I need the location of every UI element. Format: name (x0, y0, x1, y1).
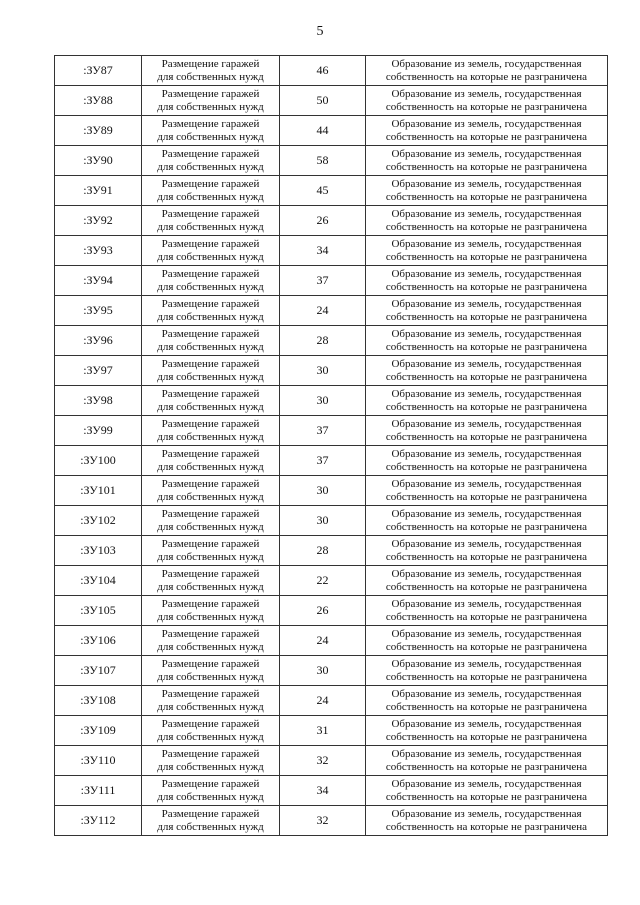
formation-method-line-1: Образование из земель, государственная (391, 57, 582, 70)
formation-method-line-1: Образование из земель, государственная (391, 387, 582, 400)
permitted-use-line-1: Размещение гаражей (161, 387, 260, 400)
area-cell: 58 (280, 146, 366, 176)
permitted-use-line-2: для собственных нужд (157, 640, 264, 653)
formation-method-line-1: Образование из земель, государственная (391, 237, 582, 250)
plot-id-cell: :ЗУ89 (55, 116, 142, 146)
area-cell: 30 (280, 386, 366, 416)
formation-method-line-1: Образование из земель, государственная (391, 327, 582, 340)
formation-method-line-1: Образование из земель, государственная (391, 537, 582, 550)
formation-method-cell (366, 176, 608, 206)
formation-method-line-2: собственность на которые не разграничена (385, 430, 588, 443)
permitted-use-line-1: Размещение гаражей (161, 717, 260, 730)
formation-method-cell (366, 56, 608, 86)
permitted-use-line-2: для собственных нужд (157, 580, 264, 593)
permitted-use-cell (142, 686, 280, 716)
formation-method-line-2: собственность на которые не разграничена (385, 760, 588, 773)
formation-method-cell (366, 746, 608, 776)
permitted-use-line-1: Размещение гаражей (161, 447, 260, 460)
formation-method-line-2: собственность на которые не разграничена (385, 550, 588, 563)
formation-method-line-2: собственность на которые не разграничена (385, 310, 588, 323)
permitted-use-cell (142, 626, 280, 656)
table-row (55, 566, 608, 596)
table-row (55, 536, 608, 566)
table-row (55, 266, 608, 296)
table-row (55, 356, 608, 386)
permitted-use-cell (142, 716, 280, 746)
permitted-use-line-1: Размещение гаражей (161, 297, 260, 310)
table-row (55, 596, 608, 626)
plot-id-cell: :ЗУ90 (55, 146, 142, 176)
formation-method-line-2: собственность на которые не разграничена (385, 700, 588, 713)
formation-method-cell (366, 206, 608, 236)
plot-id-cell: :ЗУ104 (55, 566, 142, 596)
permitted-use-line-2: для собственных нужд (157, 670, 264, 683)
permitted-use-cell (142, 176, 280, 206)
formation-method-line-1: Образование из земель, государственная (391, 657, 582, 670)
table-row (55, 56, 608, 86)
plot-id-cell: :ЗУ105 (55, 596, 142, 626)
permitted-use-line-2: для собственных нужд (157, 610, 264, 623)
formation-method-line-1: Образование из земель, государственная (391, 147, 582, 160)
area-cell: 46 (280, 56, 366, 86)
formation-method-cell (366, 716, 608, 746)
formation-method-cell (366, 296, 608, 326)
land-plot-table (54, 55, 608, 836)
permitted-use-line-1: Размещение гаражей (161, 627, 260, 640)
formation-method-line-2: собственность на которые не разграничена (385, 820, 588, 833)
formation-method-cell (366, 236, 608, 266)
formation-method-line-1: Образование из земель, государственная (391, 777, 582, 790)
area-cell: 50 (280, 86, 366, 116)
permitted-use-cell (142, 356, 280, 386)
table-row (55, 296, 608, 326)
permitted-use-line-1: Размещение гаражей (161, 777, 260, 790)
permitted-use-line-2: для собственных нужд (157, 370, 264, 383)
area-cell: 30 (280, 356, 366, 386)
permitted-use-line-1: Размещение гаражей (161, 57, 260, 70)
permitted-use-cell (142, 536, 280, 566)
permitted-use-line-1: Размещение гаражей (161, 807, 260, 820)
formation-method-cell (366, 356, 608, 386)
formation-method-line-2: собственность на которые не разграничена (385, 670, 588, 683)
permitted-use-line-2: для собственных нужд (157, 130, 264, 143)
permitted-use-cell (142, 236, 280, 266)
plot-id-cell: :ЗУ92 (55, 206, 142, 236)
area-cell: 44 (280, 116, 366, 146)
area-cell: 26 (280, 596, 366, 626)
plot-id-cell: :ЗУ88 (55, 86, 142, 116)
permitted-use-line-2: для собственных нужд (157, 790, 264, 803)
permitted-use-line-2: для собственных нужд (157, 250, 264, 263)
formation-method-line-1: Образование из земель, государственная (391, 687, 582, 700)
formation-method-line-2: собственность на которые не разграничена (385, 70, 588, 83)
plot-id-cell: :ЗУ95 (55, 296, 142, 326)
table-row (55, 716, 608, 746)
plot-id-cell: :ЗУ102 (55, 506, 142, 536)
permitted-use-cell (142, 746, 280, 776)
area-cell: 37 (280, 446, 366, 476)
table-body (55, 56, 608, 836)
permitted-use-line-1: Размещение гаражей (161, 747, 260, 760)
formation-method-line-2: собственность на которые не разграничена (385, 520, 588, 533)
table-row (55, 116, 608, 146)
formation-method-cell (366, 476, 608, 506)
formation-method-line-2: собственность на которые не разграничена (385, 610, 588, 623)
table-row (55, 626, 608, 656)
permitted-use-line-2: для собственных нужд (157, 730, 264, 743)
permitted-use-cell (142, 656, 280, 686)
formation-method-line-2: собственность на которые не разграничена (385, 460, 588, 473)
permitted-use-line-2: для собственных нужд (157, 490, 264, 503)
formation-method-cell (366, 116, 608, 146)
permitted-use-line-2: для собственных нужд (157, 460, 264, 473)
area-cell: 32 (280, 806, 366, 836)
formation-method-cell (366, 386, 608, 416)
formation-method-cell (366, 806, 608, 836)
formation-method-line-1: Образование из земель, государственная (391, 207, 582, 220)
permitted-use-line-1: Размещение гаражей (161, 507, 260, 520)
formation-method-line-2: собственность на которые не разграничена (385, 250, 588, 263)
permitted-use-line-1: Размещение гаражей (161, 477, 260, 490)
formation-method-line-2: собственность на которые не разграничена (385, 160, 588, 173)
permitted-use-line-2: для собственных нужд (157, 430, 264, 443)
formation-method-line-1: Образование из земель, государственная (391, 267, 582, 280)
formation-method-cell (366, 416, 608, 446)
permitted-use-line-1: Размещение гаражей (161, 537, 260, 550)
area-cell: 30 (280, 476, 366, 506)
table-row (55, 386, 608, 416)
formation-method-cell (366, 656, 608, 686)
permitted-use-line-1: Размещение гаражей (161, 327, 260, 340)
formation-method-line-1: Образование из земель, государственная (391, 717, 582, 730)
formation-method-line-1: Образование из земель, государственная (391, 357, 582, 370)
formation-method-cell (366, 146, 608, 176)
formation-method-line-1: Образование из земель, государственная (391, 177, 582, 190)
formation-method-line-2: собственность на которые не разграничена (385, 370, 588, 383)
permitted-use-line-2: для собственных нужд (157, 520, 264, 533)
permitted-use-cell (142, 476, 280, 506)
area-cell: 30 (280, 656, 366, 686)
formation-method-cell (366, 326, 608, 356)
formation-method-line-1: Образование из земель, государственная (391, 297, 582, 310)
formation-method-line-2: собственность на которые не разграничена (385, 580, 588, 593)
formation-method-cell (366, 86, 608, 116)
table-row (55, 416, 608, 446)
area-cell: 31 (280, 716, 366, 746)
permitted-use-line-1: Размещение гаражей (161, 687, 260, 700)
area-cell: 32 (280, 746, 366, 776)
formation-method-line-2: собственность на которые не разграничена (385, 130, 588, 143)
plot-id-cell: :ЗУ98 (55, 386, 142, 416)
formation-method-cell (366, 266, 608, 296)
plot-id-cell: :ЗУ91 (55, 176, 142, 206)
permitted-use-cell (142, 206, 280, 236)
permitted-use-line-1: Размещение гаражей (161, 177, 260, 190)
permitted-use-line-2: для собственных нужд (157, 820, 264, 833)
plot-id-cell: :ЗУ109 (55, 716, 142, 746)
permitted-use-cell (142, 266, 280, 296)
permitted-use-cell (142, 446, 280, 476)
formation-method-cell (366, 446, 608, 476)
plot-id-cell: :ЗУ107 (55, 656, 142, 686)
permitted-use-cell (142, 416, 280, 446)
plot-id-cell: :ЗУ93 (55, 236, 142, 266)
area-cell: 34 (280, 776, 366, 806)
formation-method-cell (366, 776, 608, 806)
permitted-use-cell (142, 56, 280, 86)
formation-method-line-1: Образование из земель, государственная (391, 807, 582, 820)
area-cell: 28 (280, 536, 366, 566)
formation-method-line-2: собственность на которые не разграничена (385, 100, 588, 113)
permitted-use-line-2: для собственных нужд (157, 220, 264, 233)
table-row (55, 746, 608, 776)
permitted-use-line-2: для собственных нужд (157, 760, 264, 773)
permitted-use-line-2: для собственных нужд (157, 700, 264, 713)
formation-method-line-1: Образование из земель, государственная (391, 567, 582, 580)
permitted-use-line-1: Размещение гаражей (161, 117, 260, 130)
table-row (55, 176, 608, 206)
permitted-use-cell (142, 776, 280, 806)
permitted-use-cell (142, 566, 280, 596)
area-cell: 30 (280, 506, 366, 536)
formation-method-line-2: собственность на которые не разграничена (385, 220, 588, 233)
table-row (55, 236, 608, 266)
permitted-use-line-1: Размещение гаражей (161, 147, 260, 160)
formation-method-line-1: Образование из земель, государственная (391, 507, 582, 520)
table-row (55, 86, 608, 116)
permitted-use-line-1: Размещение гаражей (161, 657, 260, 670)
permitted-use-cell (142, 86, 280, 116)
area-cell: 22 (280, 566, 366, 596)
area-cell: 45 (280, 176, 366, 206)
formation-method-line-2: собственность на которые не разграничена (385, 640, 588, 653)
plot-id-cell: :ЗУ106 (55, 626, 142, 656)
table-row (55, 446, 608, 476)
plot-id-cell: :ЗУ103 (55, 536, 142, 566)
plot-id-cell: :ЗУ112 (55, 806, 142, 836)
permitted-use-cell (142, 806, 280, 836)
permitted-use-cell (142, 326, 280, 356)
formation-method-line-1: Образование из земель, государственная (391, 477, 582, 490)
formation-method-cell (366, 536, 608, 566)
formation-method-line-1: Образование из земель, государственная (391, 117, 582, 130)
formation-method-line-1: Образование из земель, государственная (391, 747, 582, 760)
permitted-use-line-1: Размещение гаражей (161, 597, 260, 610)
formation-method-line-1: Образование из земель, государственная (391, 627, 582, 640)
area-cell: 26 (280, 206, 366, 236)
permitted-use-cell (142, 596, 280, 626)
formation-method-line-2: собственность на которые не разграничена (385, 790, 588, 803)
plot-id-cell: :ЗУ87 (55, 56, 142, 86)
table-row (55, 656, 608, 686)
area-cell: 28 (280, 326, 366, 356)
plot-id-cell: :ЗУ100 (55, 446, 142, 476)
permitted-use-line-1: Размещение гаражей (161, 207, 260, 220)
formation-method-cell (366, 596, 608, 626)
table-row (55, 206, 608, 236)
formation-method-line-1: Образование из земель, государственная (391, 447, 582, 460)
table-row (55, 776, 608, 806)
table-row (55, 326, 608, 356)
permitted-use-line-2: для собственных нужд (157, 70, 264, 83)
plot-id-cell: :ЗУ110 (55, 746, 142, 776)
permitted-use-line-1: Размещение гаражей (161, 267, 260, 280)
permitted-use-line-2: для собственных нужд (157, 160, 264, 173)
formation-method-cell (366, 506, 608, 536)
permitted-use-line-1: Размещение гаражей (161, 87, 260, 100)
formation-method-line-1: Образование из земель, государственная (391, 87, 582, 100)
formation-method-cell (366, 626, 608, 656)
page-number: 5 (316, 24, 324, 39)
plot-id-cell: :ЗУ101 (55, 476, 142, 506)
area-cell: 24 (280, 296, 366, 326)
formation-method-line-2: собственность на которые не разграничена (385, 730, 588, 743)
permitted-use-cell (142, 506, 280, 536)
area-cell: 37 (280, 416, 366, 446)
table-row (55, 506, 608, 536)
permitted-use-line-2: для собственных нужд (157, 340, 264, 353)
formation-method-line-1: Образование из земель, государственная (391, 417, 582, 430)
formation-method-line-2: собственность на которые не разграничена (385, 490, 588, 503)
table-row (55, 806, 608, 836)
permitted-use-cell (142, 116, 280, 146)
permitted-use-line-1: Размещение гаражей (161, 237, 260, 250)
formation-method-line-2: собственность на которые не разграничена (385, 280, 588, 293)
table-row (55, 476, 608, 506)
plot-id-cell: :ЗУ97 (55, 356, 142, 386)
permitted-use-line-2: для собственных нужд (157, 310, 264, 323)
permitted-use-line-2: для собственных нужд (157, 280, 264, 293)
plot-id-cell: :ЗУ108 (55, 686, 142, 716)
formation-method-cell (366, 686, 608, 716)
formation-method-line-2: собственность на которые не разграничена (385, 190, 588, 203)
area-cell: 37 (280, 266, 366, 296)
plot-id-cell: :ЗУ111 (55, 776, 142, 806)
permitted-use-line-1: Размещение гаражей (161, 357, 260, 370)
formation-method-line-1: Образование из земель, государственная (391, 597, 582, 610)
plot-id-cell: :ЗУ94 (55, 266, 142, 296)
table-row (55, 686, 608, 716)
plot-id-cell: :ЗУ99 (55, 416, 142, 446)
permitted-use-cell (142, 386, 280, 416)
permitted-use-line-1: Размещение гаражей (161, 417, 260, 430)
permitted-use-cell (142, 146, 280, 176)
area-cell: 24 (280, 686, 366, 716)
area-cell: 24 (280, 626, 366, 656)
formation-method-cell (366, 566, 608, 596)
permitted-use-line-2: для собственных нужд (157, 400, 264, 413)
formation-method-line-2: собственность на которые не разграничена (385, 400, 588, 413)
area-cell: 34 (280, 236, 366, 266)
permitted-use-line-2: для собственных нужд (157, 190, 264, 203)
permitted-use-line-1: Размещение гаражей (161, 567, 260, 580)
permitted-use-cell (142, 296, 280, 326)
permitted-use-line-2: для собственных нужд (157, 100, 264, 113)
table-row (55, 146, 608, 176)
permitted-use-line-2: для собственных нужд (157, 550, 264, 563)
plot-id-cell: :ЗУ96 (55, 326, 142, 356)
formation-method-line-2: собственность на которые не разграничена (385, 340, 588, 353)
